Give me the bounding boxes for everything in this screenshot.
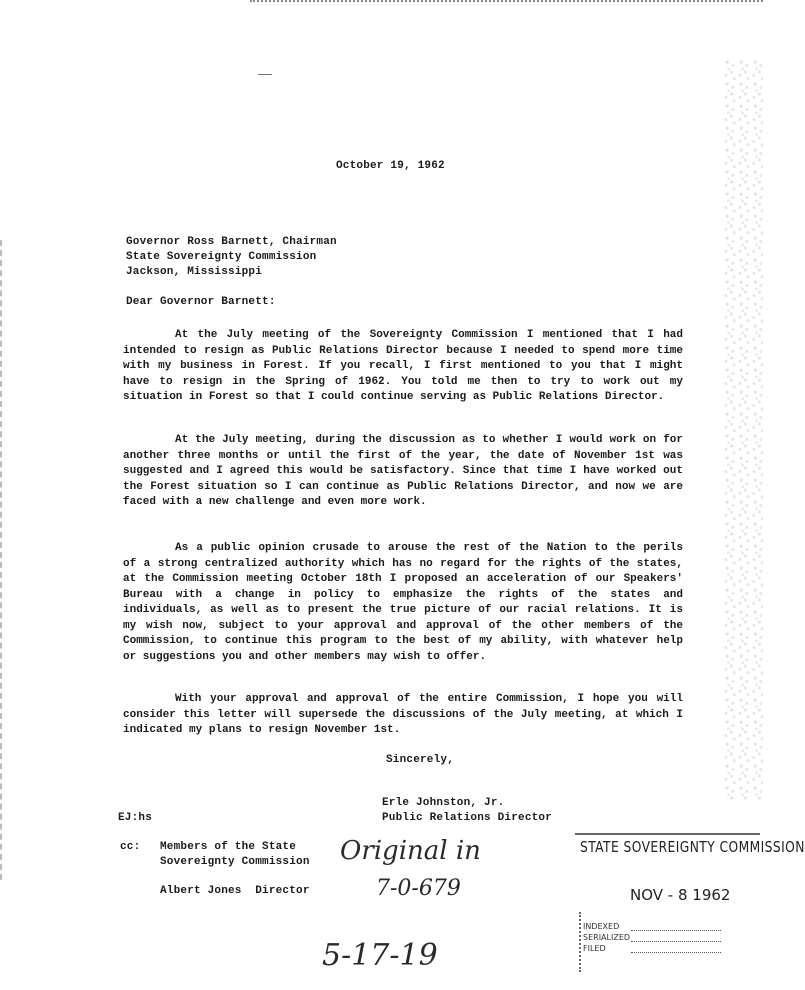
- body-paragraph-1: [123, 328, 683, 406]
- typist-initials: EJ:hs: [118, 812, 153, 824]
- cc-recipient-line-1: Members of the State: [160, 841, 297, 853]
- stamp-row-line: [631, 930, 721, 931]
- stamp-row-filed: FILED: [583, 944, 606, 953]
- handwritten-original-note: Original in: [340, 836, 481, 866]
- stamp-top-rule: [575, 833, 760, 835]
- stamp-received-date: NOV - 8 1962: [630, 886, 731, 904]
- scan-right-edge-specks: [723, 60, 763, 800]
- address-line-3: Jackson, Mississippi: [126, 266, 263, 278]
- paragraph-text: As a public opinion crusade to arouse the rest of the Nation to the perils of a strong centralized authority which has no regard for the rights of the states, at the Commission meeting October 18th I proposed an acceleration of our Speakers' Bureau with a change in policy to emphasize the rights of the states and individuals, as well as to present the true picture of our racial relations. It is my wish now, subject to your approval and approval of the other members of the Commission, to continue this program to the best of my ability, with whatever help or suggestions you and other members may wish to offer.: [123, 542, 683, 663]
- signer-title: Public Relations Director: [382, 812, 553, 824]
- body-paragraph-2: [123, 433, 683, 511]
- cc-label: cc:: [120, 841, 141, 853]
- cc-recipient-line-3: Albert Jones Director: [160, 885, 310, 897]
- stamp-row-indexed: INDEXED: [583, 922, 620, 931]
- stamp-index-box: [583, 922, 738, 966]
- handwritten-bottom-number: 5-17-19: [322, 938, 438, 973]
- stamp-row-serialized: SERIALIZED: [583, 933, 631, 942]
- address-line-1: Governor Ross Barnett, Chairman: [126, 236, 337, 248]
- body-paragraph-3: [123, 541, 683, 665]
- handwritten-file-number: 7-0-679: [376, 876, 461, 901]
- stamp-commission-title: STATE SOVEREIGNTY COMMISSION: [580, 838, 805, 856]
- closing: Sincerely,: [386, 754, 455, 766]
- paragraph-text: With your approval and approval of the entire Commission, I hope you will consider this letter will supersede the discussions of the July meeting, at which I indicated my plans to resign November 1st.: [123, 693, 683, 736]
- signer-name: Erle Johnston, Jr.: [382, 797, 505, 809]
- cc-recipient-line-2: Sovereignty Commission: [160, 856, 310, 868]
- scan-dash-mark: [258, 74, 272, 75]
- letter-date: October 19, 1962: [336, 160, 445, 172]
- paragraph-text: At the July meeting of the Sovereignty Commission I mentioned that I had intended to resign as Public Relations Director because I needed to spend more time with my business in Forest. If you recall, I first mentioned to you that I might have to resign in the Spring of 1962. You told me then to try to work out my situation in Forest so that I could continue serving as Public Relations Director.: [123, 329, 683, 403]
- address-line-2: State Sovereignty Commission: [126, 251, 317, 263]
- stamp-box-edge: [579, 912, 581, 972]
- paragraph-text: At the July meeting, during the discussion as to whether I would work on for another three months or until the first of the year, the date of November 1st was suggested and I agreed this would be satisfactory. Since that time I have worked out the Forest situation so I can continue as Public Relations Director, and now we are faced with a new challenge and even more work.: [123, 434, 683, 508]
- stamp-row-line: [631, 941, 721, 942]
- body-paragraph-4: [123, 692, 683, 739]
- stamp-row-line: [631, 952, 721, 953]
- scan-top-border: [250, 0, 763, 8]
- salutation: Dear Governor Barnett:: [126, 296, 276, 308]
- scan-left-edge: [0, 240, 8, 880]
